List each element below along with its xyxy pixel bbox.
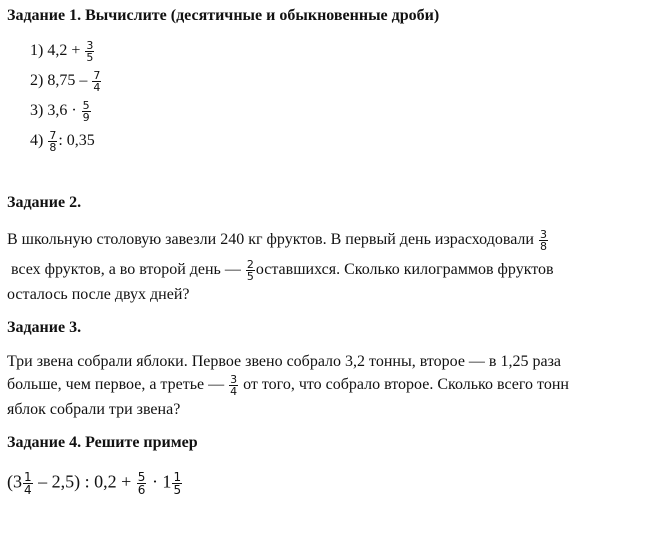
task1-item-3: 3) 3,6 · $\frac{5}{9}$ [30,99,90,124]
fraction: $\frac{1}{5}$ [173,470,182,497]
task1-item-2: 2) 8,75 – $\frac{7}{4}$ [30,69,101,94]
fraction: $\frac{7}{4}$ [93,69,101,94]
task2-line-3: осталось после двух дней? [7,286,190,303]
task3-line-2: больше, чем первое, а третье — $\frac{3}{4}$ от того, что собрало второе. Сколько всего тонн [7,373,569,398]
task1-title: Задание 1. Вычислите (десятичные и обыкновенные дроби) [7,7,440,24]
fraction: $\frac{5}{6}$ [137,470,146,497]
task4-expression: (3 $\frac{1}{4}$ – 2,5) : 0,2 + $\frac{5}{6}$ · 1 $\frac{1}{5}$ [7,470,182,497]
task1-item-4: 4) $\frac{7}{8}$ : 0,35 [30,129,95,154]
task4-title: Задание 4. Решите пример [7,434,198,451]
fraction: $\frac{5}{9}$ [82,99,90,124]
fraction: $\frac{3}{8}$ [539,228,547,253]
task2-title: Задание 2. [7,194,82,211]
fraction: $\frac{3}{4}$ [230,373,238,398]
fraction: $\frac{7}{8}$ [49,129,57,154]
fraction: $\frac{1}{4}$ [24,470,32,497]
task2-line-2: всех фруктов, а во второй день — $\frac{2}{5}$ оставшихся. Сколько килограммов фруктов [11,258,554,283]
fraction: $\frac{2}{5}$ [246,258,254,283]
task3-title: Задание 3. [7,319,82,336]
task2-line-1: В школьную столовую завезли 240 кг фруктов. В первый день израсходовали $\frac{3}{8}$ [7,228,547,253]
task3-line-3: яблок собрали три звена? [7,401,181,418]
task1-item-1: 1) 4,2 + $\frac{3}{5}$ [30,39,94,64]
fraction: $\frac{3}{5}$ [86,39,94,64]
task3-line-1: Три звена собрали яблоки. Первое звено собрало 3,2 тонны, второе — в 1,25 раза [7,353,562,370]
